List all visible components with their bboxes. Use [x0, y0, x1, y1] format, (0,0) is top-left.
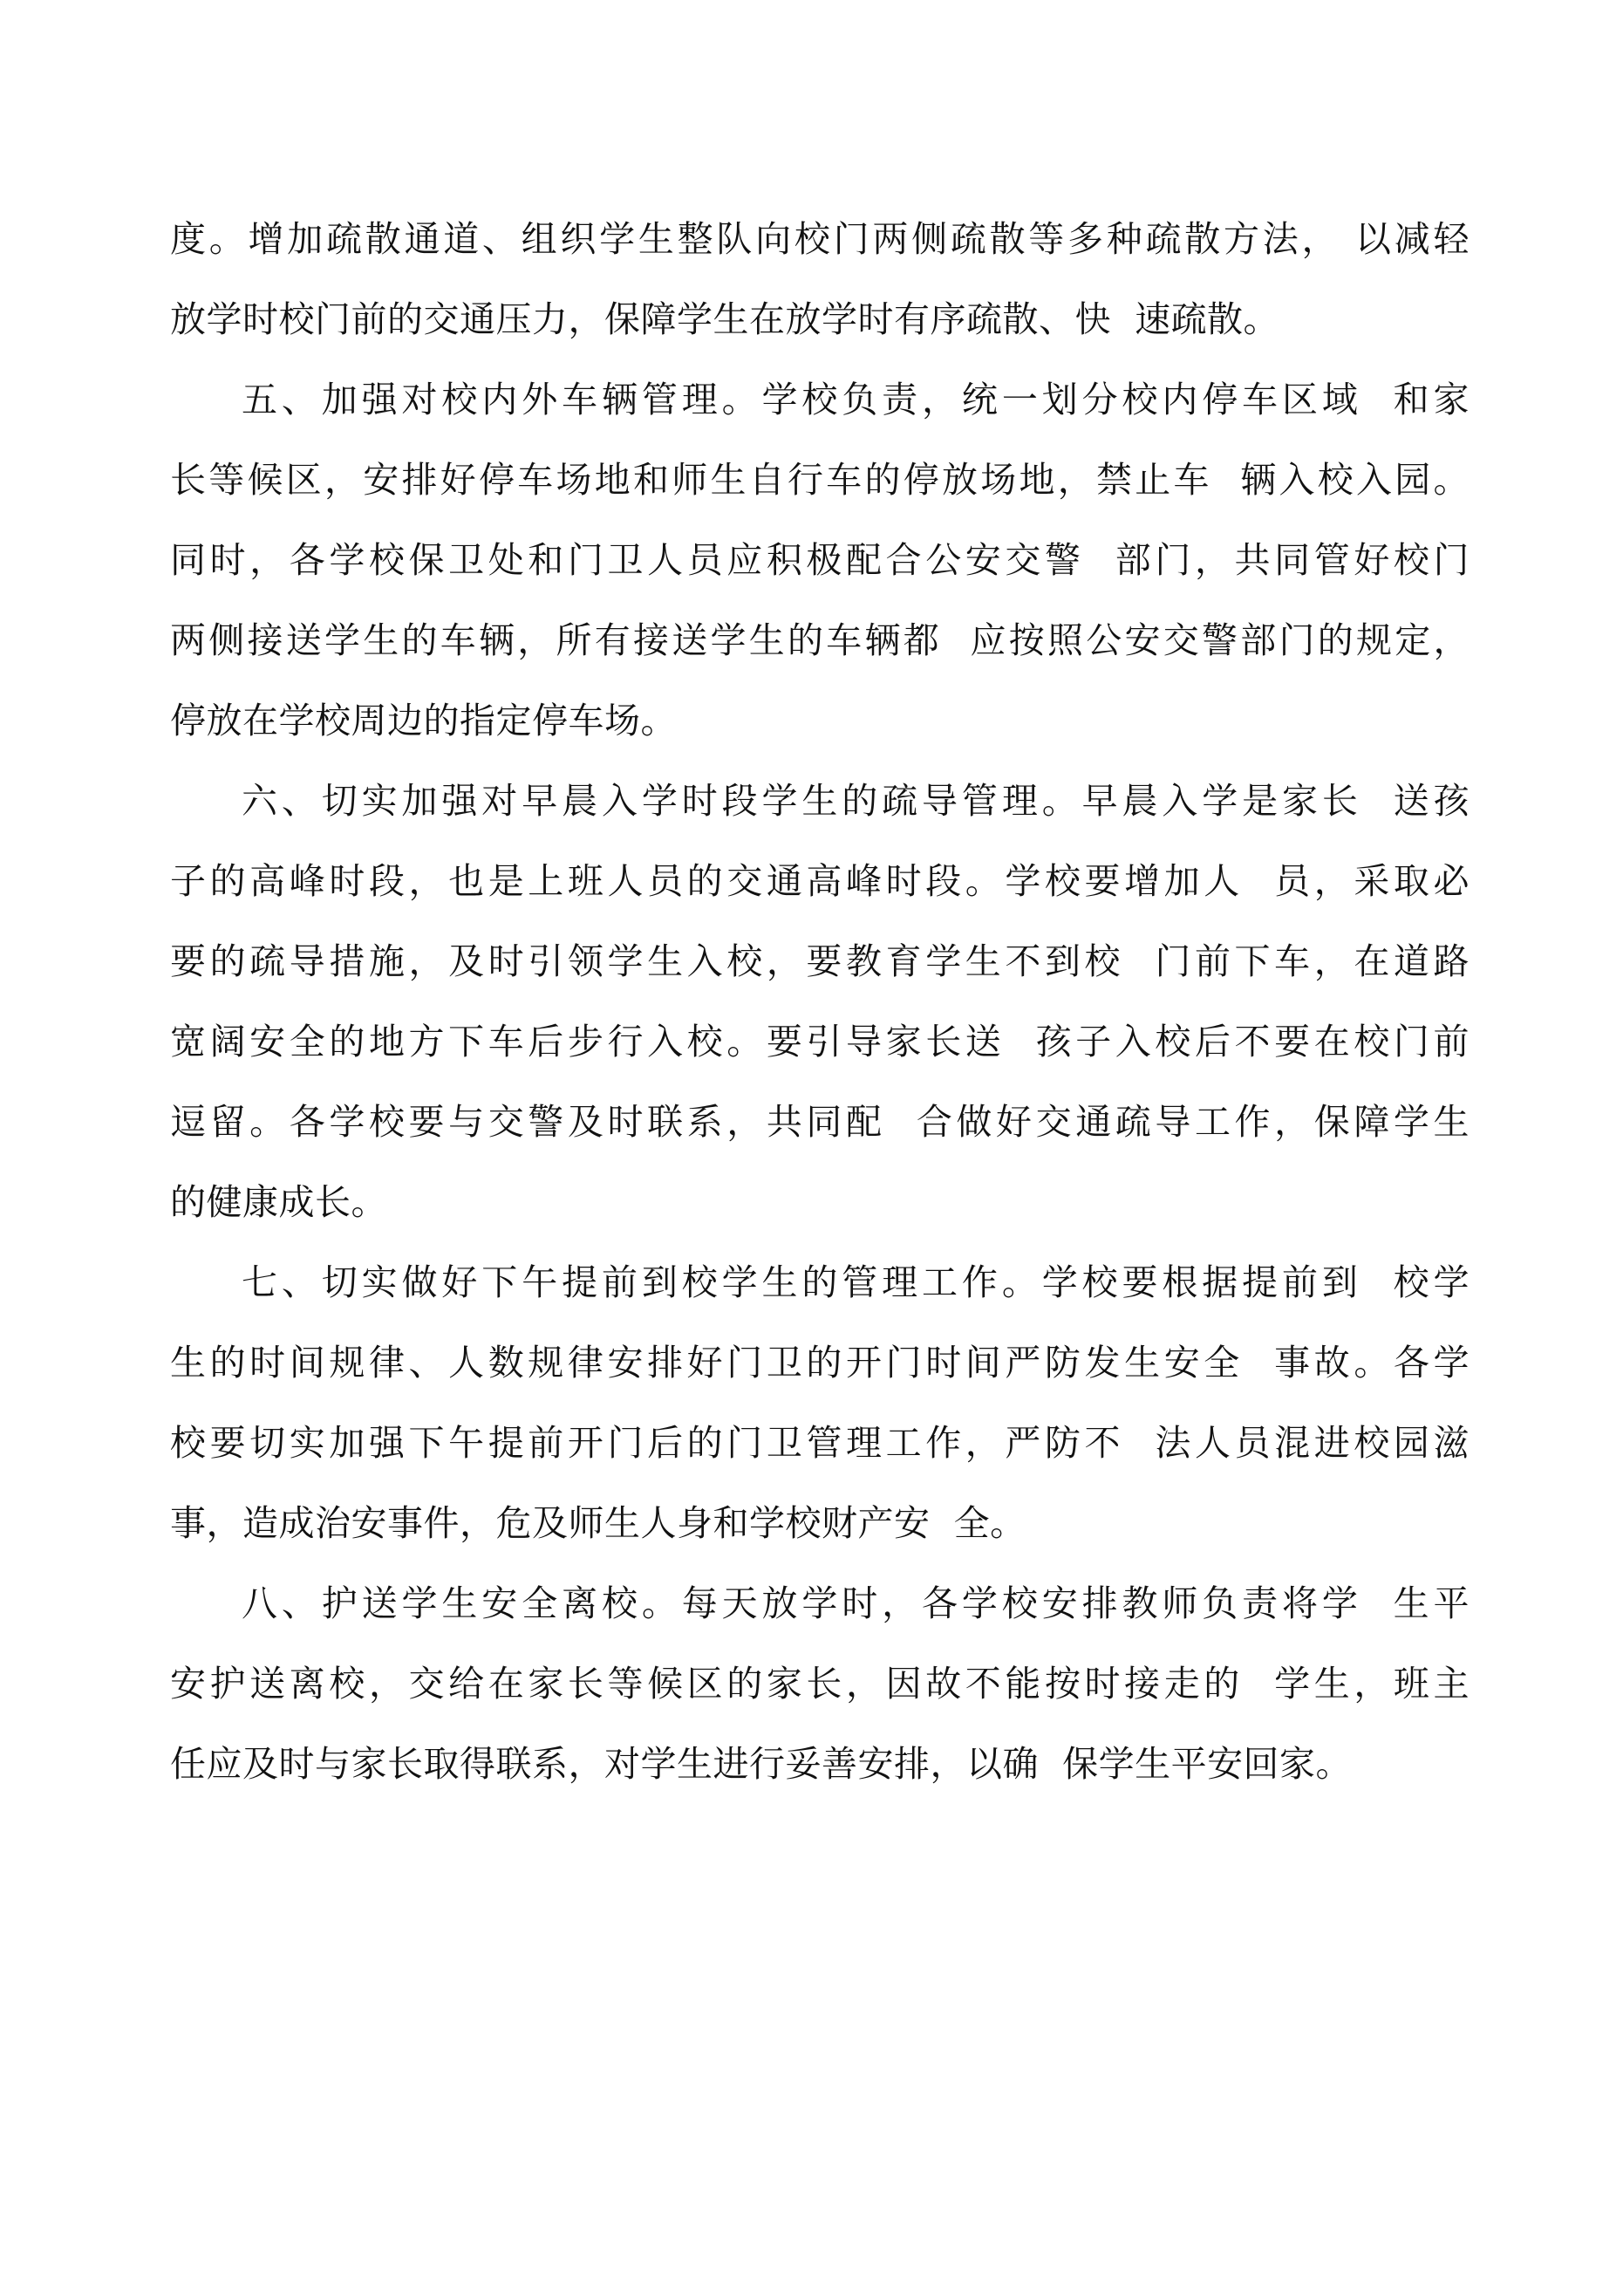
paragraph-1-line-2: 放学时校门前的交通压力，保障学生在放学时有序疏散、快 速疏散。 — [170, 298, 1280, 340]
paragraph-5-line-3: 任应及时与家长取得联系，对学生进行妥善安排，以确 保学生平安回家。 — [170, 1743, 1353, 1785]
paragraph-3-line-2: 子的高峰时段，也是上班人员的交通高峰时段。学校要增加人 员，采取必 — [170, 860, 1470, 902]
paragraph-4-line-1: 七、切实做好下午提前到校学生的管理工作。学校要根据提前到 校学 — [242, 1261, 1470, 1303]
paragraph-3-line-4: 宽阔安全的地方下车后步行入校。要引导家长送 孩子入校后不要在校门前 — [170, 1021, 1470, 1063]
paragraph-1-line-1: 度。增加疏散通道、组织学生整队向校门两侧疏散等多种疏散方法， 以减轻 — [170, 218, 1470, 260]
paragraph-5-line-1: 八、护送学生安全离校。每天放学时，各学校安排教师负责将学 生平 — [242, 1582, 1470, 1624]
paragraph-3-line-6: 的健康成长。 — [170, 1181, 387, 1223]
document-body — [170, 199, 1470, 1804]
paragraph-3-line-1: 六、切实加强对早晨入学时段学生的疏导管理。早晨入学是家长 送孩 — [242, 780, 1470, 822]
paragraph-2-line-4: 两侧接送学生的车辆，所有接送学生的车辆都 应按照公安交警部门的规定， — [170, 619, 1470, 661]
paragraph-4-line-2: 生的时间规律、人数规律安排好门卫的开门时间严防发生安全 事故。各学 — [170, 1342, 1470, 1384]
paragraph-4-line-4: 事，造成治安事件，危及师生人身和学校财产安 全。 — [170, 1502, 1026, 1544]
paragraph-2-line-2: 长等候区，安排好停车场地和师生自行车的停放场地，禁止车 辆入校入园。 — [170, 459, 1470, 501]
paragraph-2-line-5: 停放在学校周边的指定停车场。 — [170, 700, 677, 741]
paragraph-2-line-1: 五、加强对校内外车辆管理。学校负责，统一划分校内停车区域 和家 — [242, 379, 1470, 420]
paragraph-2-line-3: 同时，各学校保卫处和门卫人员应积极配合公安交警 部门，共同管好校门 — [170, 539, 1470, 581]
paragraph-3-line-3: 要的疏导措施，及时引领学生入校，要教育学生不到校 门前下车，在道路 — [170, 940, 1470, 982]
paragraph-5-line-2: 安护送离校，交给在家长等候区的家长，因故不能按时接走的 学生，班主 — [170, 1663, 1470, 1705]
paragraph-3-line-5: 逗留。各学校要与交警及时联系，共同配 合做好交通疏导工作，保障学生 — [170, 1101, 1470, 1143]
paragraph-4-line-3: 校要切实加强下午提前开门后的门卫管理工作，严防不 法人员混进校园滋 — [170, 1422, 1470, 1464]
